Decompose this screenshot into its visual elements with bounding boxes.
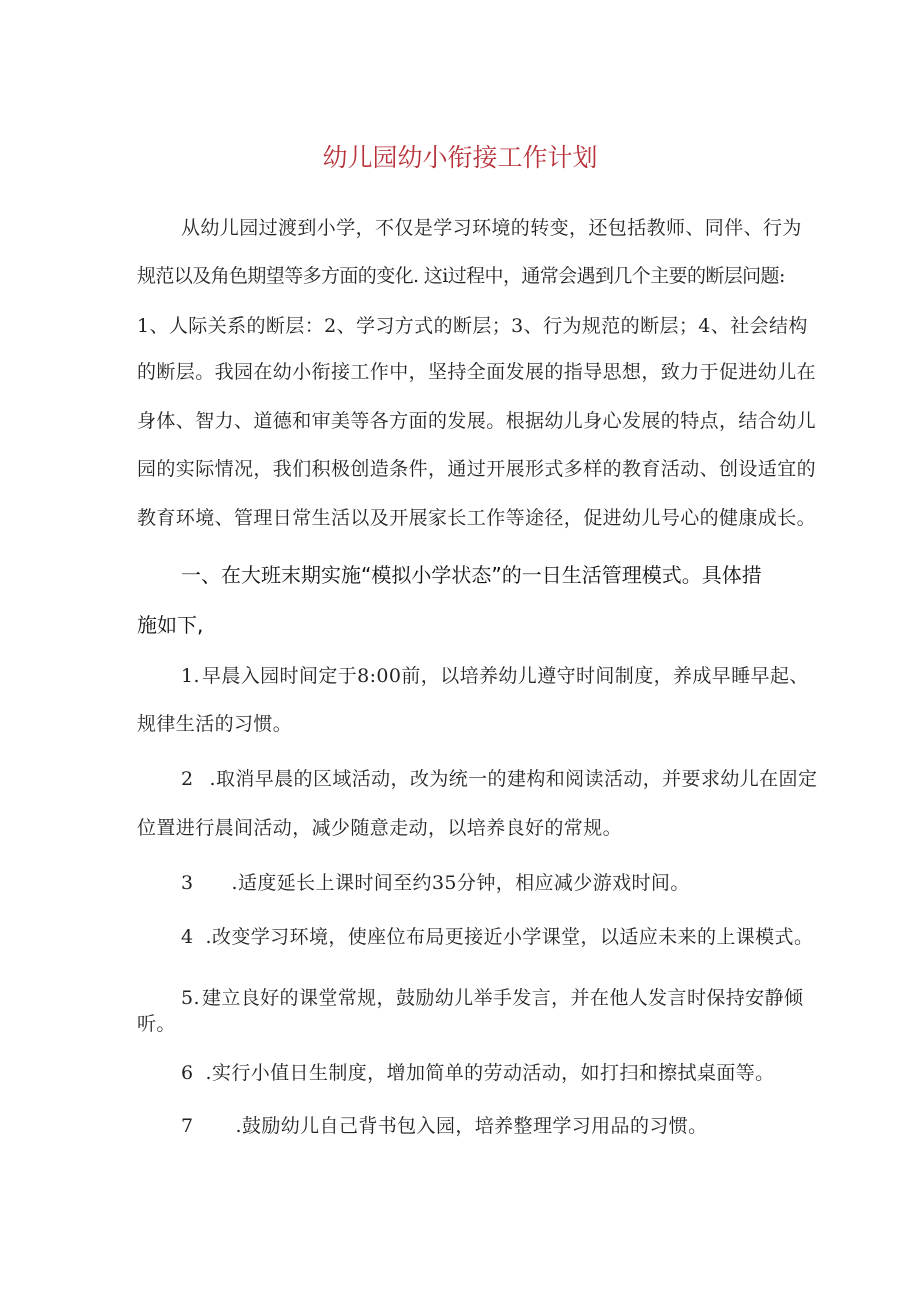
item-number: 6 bbox=[181, 1062, 194, 1084]
intro-line: 园的实际情况，我们积极创造条件，通过开展形式多样的教育活动、创设适宜的 bbox=[137, 458, 817, 480]
list-item-continuation: 听。 bbox=[137, 1013, 176, 1035]
intro-line: 规范以及角色期望等多方面的变化. 这i过程中，通常会遇到几个主要的断层问题: bbox=[137, 265, 785, 287]
item-number: 3 bbox=[181, 872, 194, 894]
item-number: 2 bbox=[181, 768, 194, 790]
intro-line: 教育环境、管理日常生活以及开展家长工作等途径，促进幼儿号心的健康成长。 bbox=[137, 507, 817, 529]
item-number: 7 bbox=[181, 1115, 194, 1137]
intro-line: 的断层。我园在幼小衔接工作中，坚持全面发展的指导思想，致力于促进幼儿在 bbox=[137, 361, 817, 383]
item-number: 5. bbox=[181, 987, 200, 1009]
item-text: .鼓励幼儿自己背书包入园，培养整理学习用品的习惯。 bbox=[235, 1115, 708, 1137]
list-item bbox=[181, 986, 803, 1010]
item-number: 4 bbox=[181, 926, 194, 948]
list-item-continuation: 位置进行晨间活动，减少随意走动，以培养良好的常规。 bbox=[137, 817, 623, 839]
list-item bbox=[181, 1061, 775, 1085]
item-text: 早晨入园时间定于8:00前，以培养幼儿遵守时间制度，养成早睡早起、 bbox=[201, 665, 809, 687]
item-text: .取消早晨的区域活动，改为统一的建构和阅读活动，并要求幼儿在固定 bbox=[209, 768, 818, 790]
list-item bbox=[181, 925, 813, 949]
list-item bbox=[181, 767, 817, 791]
item-text: 建立良好的课堂常规，鼓励幼儿举手发言，并在他人发言时保持安静倾 bbox=[201, 987, 804, 1009]
section-heading: 一、在大班末期实施“模拟小学状态”的一日生活管理模式。具体措 bbox=[181, 563, 762, 587]
list-item bbox=[181, 1114, 708, 1138]
item-text: .改变学习环境，使座位布局更接近小学课堂，以适应未来的上课模式。 bbox=[205, 926, 814, 948]
list-item bbox=[181, 871, 690, 895]
list-item-continuation: 规律生活的习惯。 bbox=[137, 713, 293, 735]
item-text: .适度延长上课时间至约35分钟，相应减少游戏时间。 bbox=[231, 872, 690, 894]
intro-line: 从幼儿园过渡到小学，不仅是学习环境的转变，还包括教师、同伴、行为 bbox=[181, 217, 802, 239]
intro-line: 身体、智力、道德和审美等各方面的发展。根据幼儿身心发展的特点，结合幼儿 bbox=[137, 410, 817, 432]
document-title: 幼儿园幼小衔接工作计划 bbox=[322, 143, 598, 172]
item-number: 1. bbox=[181, 665, 200, 687]
section-heading: 施如下, bbox=[137, 613, 204, 637]
intro-line: 1、人际关系的断层：2、学习方式的断层；3、行为规范的断层；4、社会结构 bbox=[137, 315, 808, 337]
item-text: .实行小值日生制度，增加简单的劳动活动，如打扫和擦拭桌面等。 bbox=[205, 1062, 775, 1084]
list-item bbox=[181, 664, 809, 688]
